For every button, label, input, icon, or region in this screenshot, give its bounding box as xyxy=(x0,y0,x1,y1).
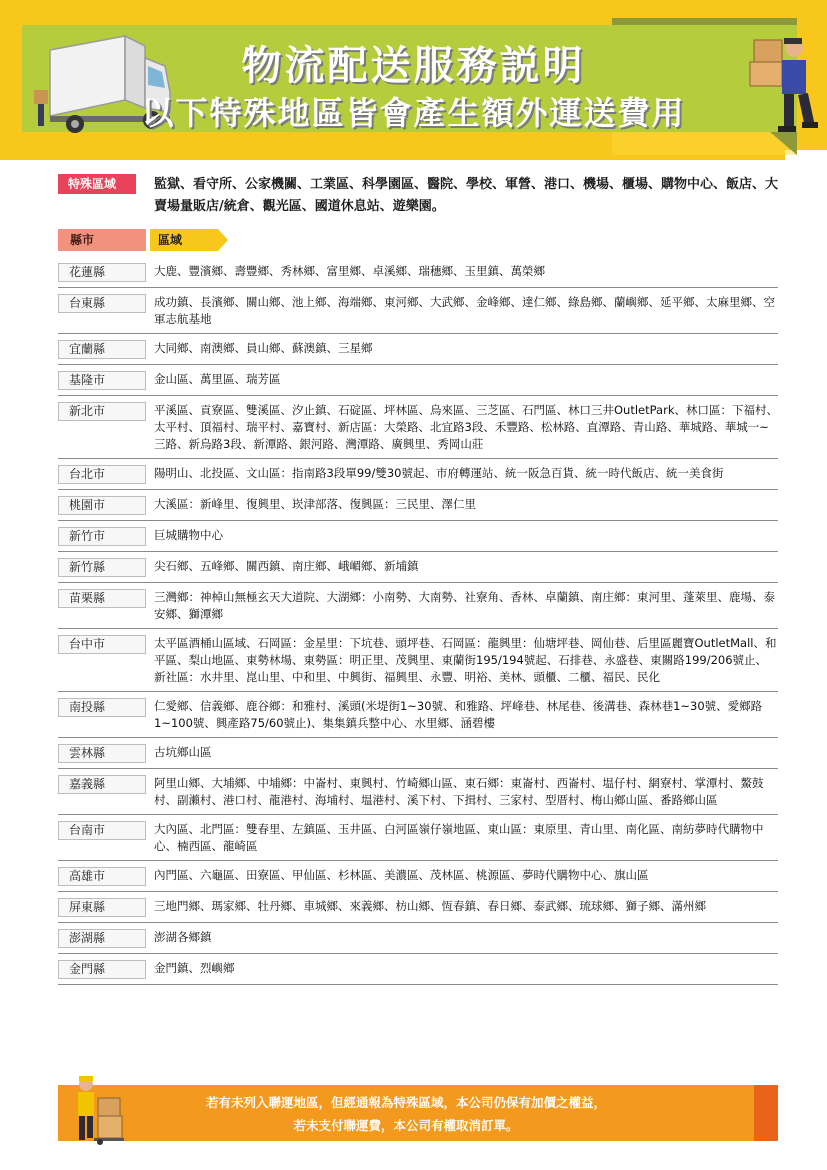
county-cell: 金門縣 xyxy=(58,960,146,979)
header-area: 區域 xyxy=(158,233,183,247)
county-cell: 宜蘭縣 xyxy=(58,340,146,359)
area-cell: 平溪區、貢寮區、雙溪區、汐止鎮、石碇區、坪林區、烏來區、三芝區、石門區、林口三井OutletPark、林口區：下福村、太平村、頂福村、瑞平村、嘉寶村、新店區：大榮路、北宜路3段、禾豐路、松林路、直潭路、青山路、華城路、華城一~三路、新烏路3段、新潭路、銀河路、灣潭路、廣興里、秀岡山莊 xyxy=(154,403,778,451)
area-cell: 大溪區：新峰里、復興里、崁津部落、復興區：三民里、澤仁里 xyxy=(154,497,476,511)
table-row xyxy=(58,769,778,815)
special-zones-tag: 特殊區域 xyxy=(58,174,136,194)
county-cell: 花蓮縣 xyxy=(58,263,146,282)
county-cell: 新竹市 xyxy=(58,527,146,546)
area-cell: 金門鎮、烈嶼鄉 xyxy=(154,961,235,975)
area-cell: 三地門鄉、瑪家鄉、牡丹鄉、車城鄉、來義鄉、枋山鄉、恆春鎮、春日鄉、泰武鄉、琉球鄉、獅子鄉、滿州鄉 xyxy=(154,899,706,913)
area-cell: 金山區、萬里區、瑞芳區 xyxy=(154,372,281,386)
table-row xyxy=(58,861,778,892)
table-row xyxy=(58,334,778,365)
area-cell: 澎湖各鄉鎮 xyxy=(154,930,212,944)
county-cell: 屏東縣 xyxy=(58,898,146,917)
footer-line-1: 若有未列入聯運地區，但經通報為特殊區域，本公司仍保有加價之權益， xyxy=(205,1095,606,1110)
table-row xyxy=(58,490,778,521)
county-cell: 澎湖縣 xyxy=(58,929,146,948)
table-row xyxy=(58,629,778,692)
area-cell: 內門區、六龜區、田寮區、甲仙區、杉林區、美濃區、茂林區、桃源區、夢時代購物中心、旗山區 xyxy=(154,868,649,882)
table-row xyxy=(58,583,778,629)
footer-notice xyxy=(58,1085,778,1141)
table-row xyxy=(58,892,778,923)
county-cell: 台北市 xyxy=(58,465,146,484)
county-cell: 嘉義縣 xyxy=(58,775,146,794)
table-row xyxy=(58,257,778,288)
footer-accent xyxy=(754,1085,778,1141)
table-row xyxy=(58,521,778,552)
area-cell: 仁愛鄉、信義鄉、鹿谷鄉：和雅村、溪頭(米堤街1~30號、和雅路、坪峰巷、林尾巷、後溝巷、森林巷1~30號、愛鄉路1~100號、興產路75/60號止)、集集鎮兵整中心、水里鄉、涵碧樓 xyxy=(154,699,763,730)
county-cell: 新北市 xyxy=(58,402,146,421)
area-cell: 成功鎮、長濱鄉、關山鄉、池上鄉、海端鄉、東河鄉、大武鄉、金峰鄉、達仁鄉、綠島鄉、蘭嶼鄉、延平鄉、太麻里鄉、空軍志航基地 xyxy=(154,295,775,326)
footer-line-2: 若未支付聯運費，本公司有權取消訂單。 xyxy=(293,1118,519,1133)
area-cell: 三灣鄉：神棹山無極玄天大道院、大湖鄉：小南勢、大南勢、社寮角、香林、卓蘭鎮、南庄鄉：東河里、蓬萊里、鹿場、泰安鄉、獅潭鄉 xyxy=(154,590,775,621)
county-cell: 高雄市 xyxy=(58,867,146,886)
table-row xyxy=(58,692,778,738)
county-cell: 苗栗縣 xyxy=(58,589,146,608)
county-cell: 桃園市 xyxy=(58,496,146,515)
county-cell: 南投縣 xyxy=(58,698,146,717)
table-row xyxy=(58,815,778,861)
table-row xyxy=(58,954,778,985)
region-table xyxy=(58,229,778,985)
area-cell: 古坑鄉山區 xyxy=(154,745,212,759)
special-zones-text: 監獄、看守所、公家機關、工業區、科學園區、醫院、學校、軍營、港口、機場、櫃場、購物中心、飯店、大賣場量販店/統倉、觀光區、國道休息站、遊樂園。 xyxy=(154,177,779,214)
county-cell: 台南市 xyxy=(58,821,146,840)
table-row xyxy=(58,738,778,769)
area-cell: 陽明山、北投區、文山區：指南路3段單99/雙30號起、市府轉運站、統一阪急百貨、統一時代飯店、統一美食街 xyxy=(154,466,724,480)
page-subtitle: 以下特殊地區皆會產生額外運送費用 xyxy=(141,94,686,132)
table-row xyxy=(58,923,778,954)
area-cell: 太平區酒桶山區域、石岡區：金星里：下坑巷、頭坪巷、石岡區：龍興里：仙塘坪巷、岡仙巷、后里區麗寶OutletMall、和平區、梨山地區、東勢林場、東勢區：明正里、茂興里、東蘭街195/194號起、石排巷、永盛巷、東關路199/206號止、新社區：水井里、崑山里、中和里、中興街、福興里、永豐、明裕、美林、頭櫃、二櫃、福民、民化 xyxy=(154,636,777,684)
county-cell: 新竹縣 xyxy=(58,558,146,577)
area-cell: 阿里山鄉、大埔鄉、中埔鄉：中崙村、東興村、竹崎鄉山區、東石鄉：東崙村、西崙村、塭仔村、網寮村、掌潭村、鰲鼓村、副瀨村、港口村、龍港村、海埔村、塭港村、溪下村、下揖村、三家村、型厝村、梅山鄉山區、番路鄉山區 xyxy=(154,776,764,807)
header-banner xyxy=(0,0,827,160)
county-cell: 雲林縣 xyxy=(58,744,146,763)
table-body xyxy=(58,257,778,985)
delivery-worker-icon xyxy=(70,1074,130,1146)
table-row xyxy=(58,288,778,334)
header-county: 縣市 xyxy=(58,229,146,251)
area-cell: 大內區、北門區：雙春里、左鎮區、玉井區、白河區嶺仔嶺地區、東山區：東原里、青山里、南化區、南紡夢時代購物中心、楠西區、龍崎區 xyxy=(154,822,764,853)
table-row xyxy=(58,396,778,459)
table-header xyxy=(58,229,778,251)
table-row xyxy=(58,365,778,396)
county-cell: 台中市 xyxy=(58,635,146,654)
area-cell: 巨城購物中心 xyxy=(154,528,223,542)
area-cell: 尖石鄉、五峰鄉、關西鎮、南庄鄉、峨嵋鄉、新埔鎮 xyxy=(154,559,419,573)
county-cell: 基隆市 xyxy=(58,371,146,390)
area-cell: 大鹿、豐濱鄉、壽豐鄉、秀林鄉、富里鄉、卓溪鄉、瑞穗鄉、玉里鎮、萬榮鄉 xyxy=(154,264,545,278)
area-cell: 大同鄉、南澳鄉、員山鄉、蘇澳鎮、三星鄉 xyxy=(154,341,373,355)
county-cell: 台東縣 xyxy=(58,294,146,313)
table-row xyxy=(58,552,778,583)
table-row xyxy=(58,459,778,490)
page-title: 物流配送服務説明 xyxy=(241,43,586,89)
